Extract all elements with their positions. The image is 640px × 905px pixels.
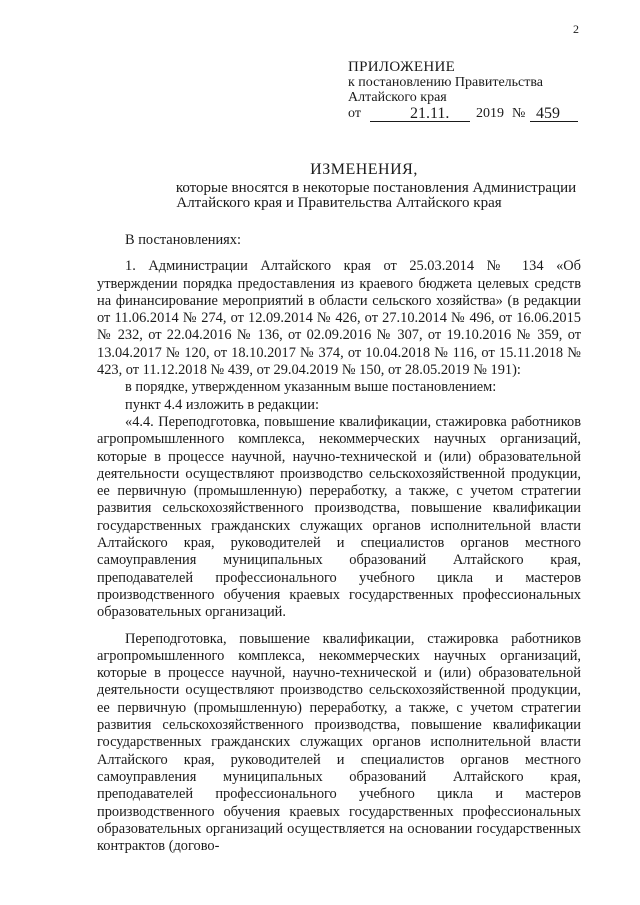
- order-paragraph: в порядке, утвержденном указанным выше постановлением:: [125, 379, 497, 396]
- document-heading: [0, 161, 640, 211]
- appendix-title: ПРИЛОЖЕНИЕ: [348, 59, 456, 75]
- number-sign: №: [512, 106, 526, 121]
- document-body: [97, 232, 581, 855]
- quote-paragraph-2: Переподготовка, повышение квалификации, стажировка работников агропромышленного комплекса, некоммерческих научных организаций, которые в процессе научной, научно-технической и (или) образовательной деятельности осуществляют производство сельскохозяйственной продукции, ее первичную (промышленную) переработку, а также, с учетом стратегии развития сельскохозяйственного производства, повышение квалификации государственных гражданских служащих органов исполнительной власти Алтайского края, руководителей и специалистов органов местного самоуправления муниципальных образований Алтайского края, преподавателей профессионального учебного цикла и мастеров производственного обучения краевых государственных профессиональных образовательных организаций осуществляется на основании государственных контрактов (догово-: [97, 630, 581, 855]
- appendix-line-2: Алтайского края: [348, 90, 447, 105]
- item-1-paragraph: 1. Администрации Алтайского края от 25.03.2014 № 134 «Об утверждении порядка предоставления из краевого бюджета целевых средств на финансирование мероприятий в области сельского хозяйства» (в редакции от 11.06.2014 № 274, от 12.09.2014 № 426, от 27.10.2014 № 496, от 16.06.2015 № 232, от 22.04.2016 № 136, от 02.09.2016 № 307, от 19.10.2016 № 359, от 13.04.2017 № 120, от 18.10.2017 № 374, от 10.04.2018 № 116, от 15.11.2018 № 423, от 11.12.2018 № 439, от 29.04.2019 № 150, от 28.05.2019 № 191):: [97, 258, 581, 379]
- appendix-block: [348, 60, 588, 123]
- appendix-date-line: [348, 106, 588, 123]
- page-number: 2: [573, 22, 579, 36]
- intro-paragraph: В постановлениях:: [125, 232, 241, 248]
- number-value: 459: [536, 105, 560, 122]
- appendix-line-1: к постановлению Правительства: [348, 75, 544, 90]
- heading-subtitle-line-2: Алтайского края и Правительства Алтайского края: [176, 195, 502, 211]
- heading-subtitle-line-1: которые вносятся в некоторые постановления Администрации: [175, 180, 577, 196]
- heading-title: ИЗМЕНЕНИЯ,: [310, 161, 418, 178]
- quote-paragraph-1: «4.4. Переподготовка, повышение квалификации, стажировка работников агропромышленного комплекса, некоммерческих научных организаций, которые в процессе научной, научно-технической и (или) образовательной деятельности осуществляют производство сельскохозяйственной продукции, ее первичную (промышленную) переработку, а также, с учетом стратегии развития сельскохозяйственного производства, повышение квалификации государственных гражданских служащих органов исполнительной власти Алтайского края, руководителей и специалистов органов местного самоуправления муниципальных образований Алтайского края, преподавателей профессионального учебного цикла и мастеров производственного обучения краевых государственных профессиональных образовательных организаций.: [97, 413, 581, 621]
- heading-subtitle: [0, 181, 640, 211]
- year: 2019: [476, 106, 504, 121]
- clause-paragraph: пункт 4.4 изложить в редакции:: [125, 396, 319, 413]
- date-value: 21.11.: [410, 105, 450, 122]
- date-prefix: от: [348, 106, 361, 121]
